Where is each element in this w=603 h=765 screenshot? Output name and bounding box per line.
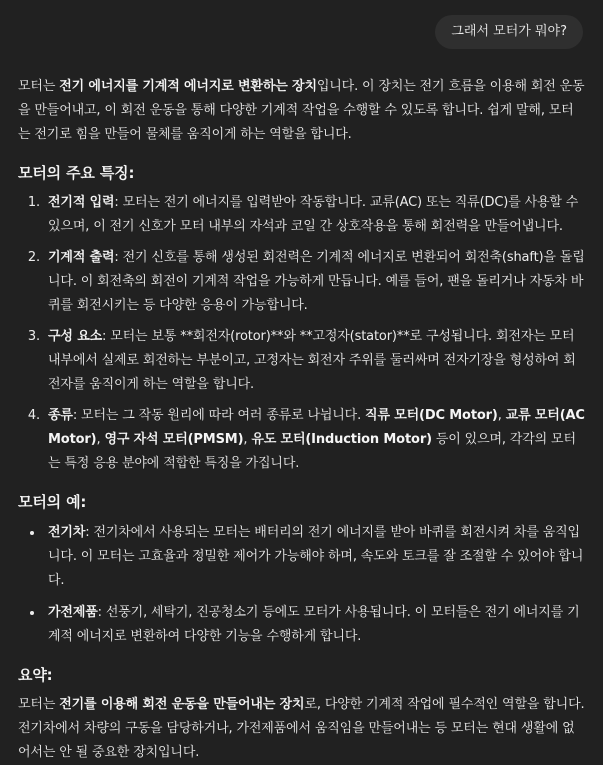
intro-paragraph — [18, 75, 585, 147]
intro-bold: 전기 에너지를 기계적 에너지로 변환하는 장치 — [59, 79, 317, 94]
summary-text-a: 모터는 — [18, 697, 60, 712]
user-message-bubble: 그래서 모터가 뭐야? — [435, 15, 583, 49]
motor-type-pmsm: 영구 자석 모터(PMSM) — [104, 432, 244, 447]
user-message-row — [0, 0, 603, 49]
example-item — [44, 600, 585, 649]
example-text: : 전기차에서 사용되는 모터는 배터리의 전기 에너지를 받아 바퀴를 회전시켜 차를 움직입니다. 이 모터는 고효율과 정밀한 제어가 가능해야 하며, 속도와 토크를 잘 조절할 수 있어야 합니다. — [48, 525, 584, 588]
feature-item — [44, 191, 585, 239]
feature-title: 구성 요소 — [48, 329, 103, 344]
feature-title: 종류 — [48, 408, 73, 423]
motor-type-dc: 직류 모터(DC Motor) — [365, 408, 498, 423]
intro-text-c: 입니다. 이 장치는 전기 흐름을 이용해 회전 운동을 만들어내고, 이 회전 운동을 통해 다양한 기계적 작업을 수행할 수 있도록 합니다. 쉽게 말해, 모터는 전기로 힘을 만들어 물체를 움직이게 하는 역할을 합니다. — [18, 79, 585, 142]
summary-text-c: 로, 다양한 기계적 작업에 필수적인 역할을 합니다. 전기차에서 차량의 구동을 담당하거나, 가전제품에서 움직임을 만들어내는 등 모터는 현대 생활에 없어서는 안 될 중요한 장치입니다. — [18, 697, 585, 760]
intro-text-a: 모터는 — [18, 79, 60, 94]
example-title: 가전제품 — [48, 605, 98, 620]
separator: , — [96, 432, 105, 447]
examples-heading: 모터의 예: — [18, 493, 87, 511]
feature-text: : 모터는 전기 에너지를 입력받아 작동합니다. 교류(AC) 또는 직류(DC)를 사용할 수 있으며, 이 전기 신호가 모터 내부의 자석과 코일 간 상호작용을 통해 회전력을 만들어냅니다. — [48, 195, 579, 234]
feature-title: 기계적 출력 — [48, 250, 115, 265]
features-heading: 모터의 주요 특징: — [18, 164, 135, 182]
motor-type-induction: 유도 모터(Induction Motor) — [251, 432, 432, 447]
feature-text: : 모터는 보통 **회전자(rotor)**와 **고정자(stator)**로 구성됩니다. 회전자는 모터 내부에서 실제로 회전하는 부분이고, 고정자는 회전자 주위를 둘러싸며 전자기장을 형성하여 회전자를 움직이게 하는 역할을 합니다. — [48, 329, 576, 392]
examples-list — [18, 520, 585, 649]
feature-text: : 모터는 그 작동 원리에 따라 여러 종류로 나뉩니다. — [72, 408, 366, 423]
feature-item — [44, 246, 585, 318]
features-list — [18, 191, 585, 476]
example-text: : 선풍기, 세탁기, 진공청소기 등에도 모터가 사용됩니다. 이 모터들은 전기 에너지를 기계적 에너지로 변환하여 다양한 기능을 수행하게 합니다. — [48, 605, 580, 644]
example-title: 전기차 — [48, 525, 86, 540]
feature-item — [44, 404, 585, 476]
motor-type-ac: 교류 모터(AC Motor) — [48, 408, 585, 447]
separator: , — [243, 432, 252, 447]
assistant-message — [0, 75, 603, 765]
example-item — [44, 520, 585, 593]
feature-title: 전기적 입력 — [48, 195, 115, 210]
feature-item — [44, 325, 585, 397]
separator: , — [497, 408, 506, 423]
feature-text: : 전기 신호를 통해 생성된 회전력은 기계적 에너지로 변환되어 회전축(shaft)을 돌립니다. 이 회전축의 회전이 기계적 작업을 가능하게 만듭니다. 예를 들어, 팬을 돌리거나 자동차 바퀴를 회전시키는 등 다양한 응용이 가능합니다. — [48, 250, 585, 313]
summary-bold: 전기를 이용해 회전 운동을 만들어내는 장치 — [59, 697, 305, 712]
summary-paragraph — [18, 693, 585, 765]
summary-heading: 요약: — [18, 666, 53, 684]
feature-text: 등이 있으며, 각각의 모터는 특정 응용 분야에 적합한 특징을 가집니다. — [48, 432, 576, 471]
